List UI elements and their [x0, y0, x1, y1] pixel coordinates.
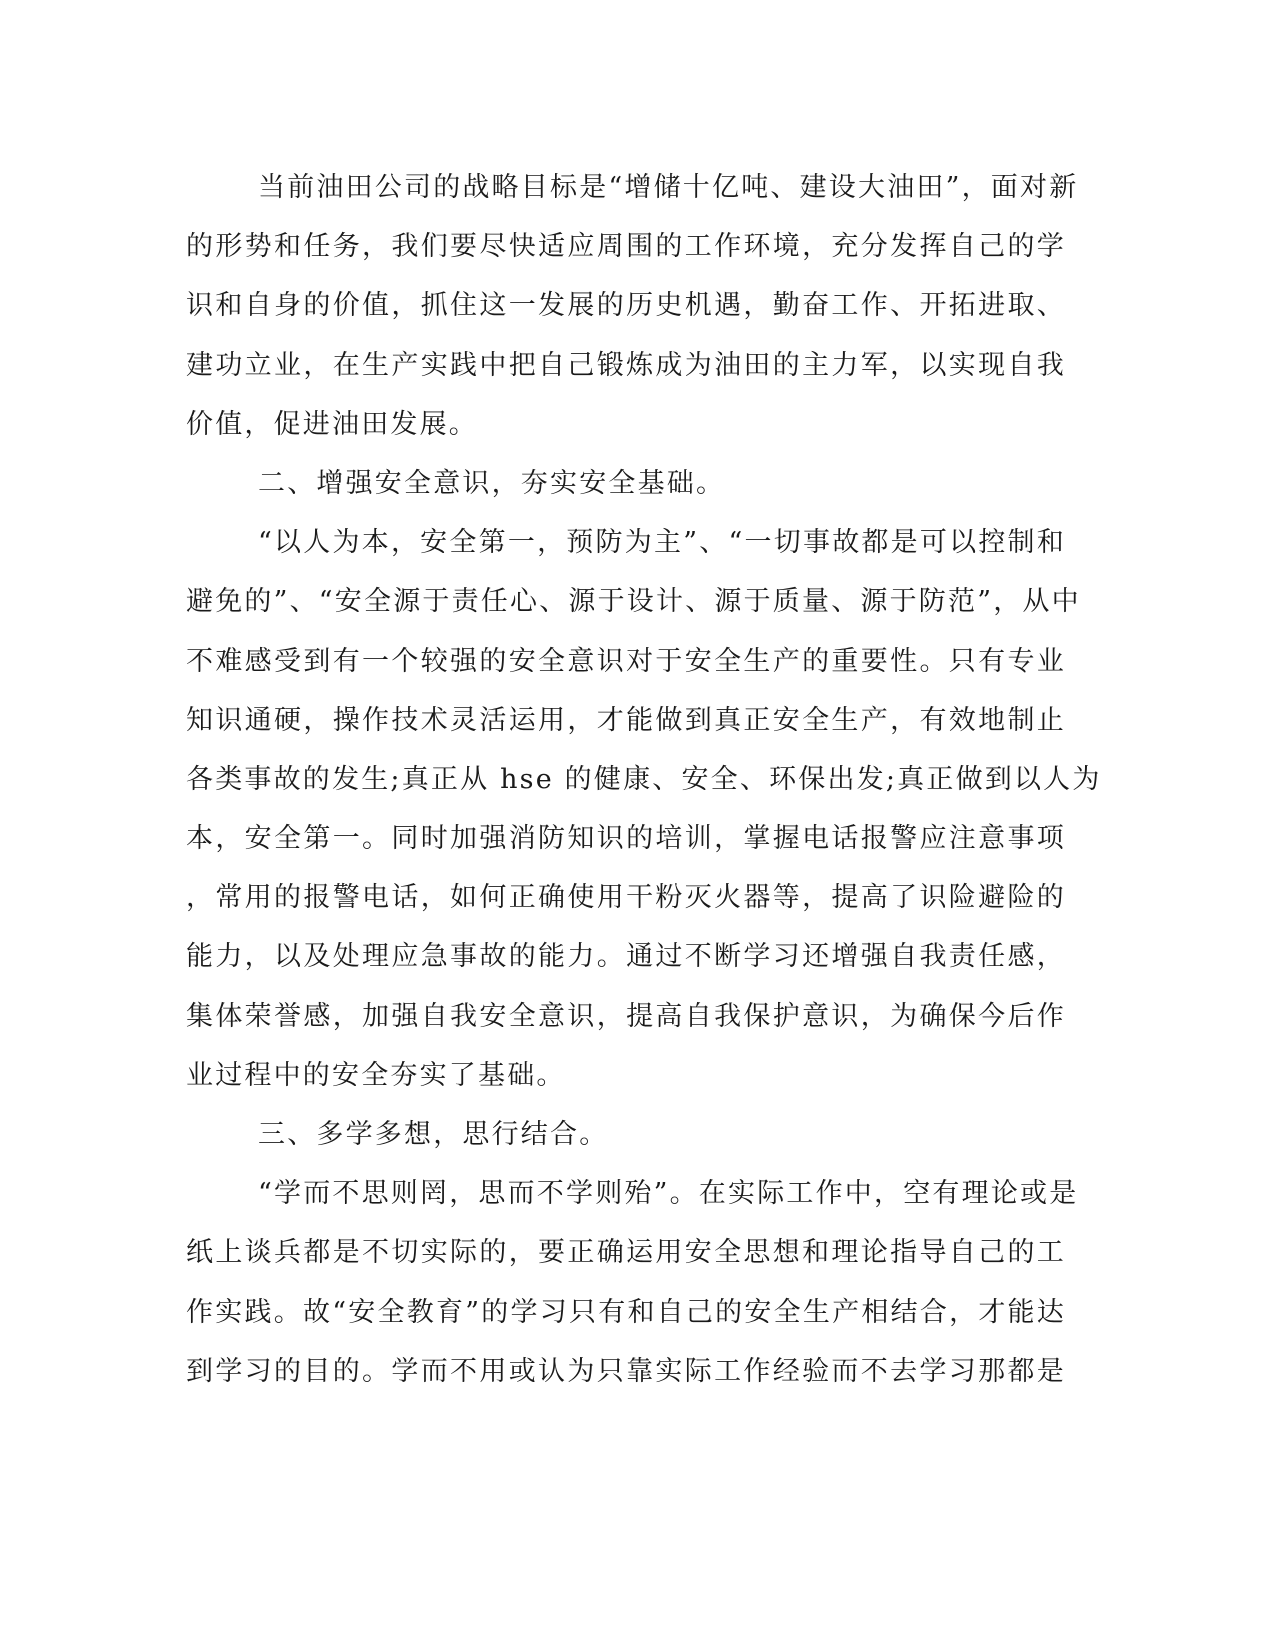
text-line: 各类事故的发生;真正从 hse 的健康、安全、环保出发;真正做到以人为: [186, 763, 1102, 795]
text-line: 业过程中的安全夯实了基础。: [186, 1059, 566, 1091]
text-line: ，常用的报警电话，如何正确使用干粉灭火器等，提高了识险避险的: [186, 882, 1066, 914]
text-line: “以人为本，安全第一，预防为主”、“一切事故都是可以控制和: [258, 527, 1066, 559]
text-line: 作实践。故“安全教育”的学习只有和自己的安全生产相结合，才能达: [186, 1296, 1066, 1328]
text-line: 到学习的目的。学而不用或认为只靠实际工作经验而不去学习那都是: [186, 1355, 1066, 1387]
text-line: 知识通硬，操作技术灵活运用，才能做到真正安全生产，有效地制止: [186, 704, 1066, 736]
text-line: 建功立业，在生产实践中把自己锻炼成为油田的主力军，以实现自我: [186, 349, 1066, 381]
text-line: “学而不思则罔，思而不学则殆”。在实际工作中，空有理论或是: [258, 1178, 1079, 1210]
text-line: 避免的”、“安全源于责任心、源于设计、源于质量、源于防范”，从中: [186, 586, 1081, 618]
text-line: 本，安全第一。同时加强消防知识的培训，掌握电话报警应注意事项: [186, 823, 1066, 855]
body-text: [186, 158, 1102, 1401]
text-line: 集体荣誉感，加强自我安全意识，提高自我保护意识，为确保今后作: [186, 1000, 1066, 1032]
text-line: 三、多学多想，思行结合。: [258, 1119, 609, 1150]
text-line: 价值，促进油田发展。: [186, 408, 478, 440]
text-line: 能力，以及处理应急事故的能力。通过不断学习还增强自我责任感，: [186, 941, 1066, 973]
text-line: 当前油田公司的战略目标是“增储十亿吨、建设大油田”，面对新: [258, 172, 1079, 203]
text-line: 识和自身的价值，抓住这一发展的历史机遇，勤奋工作、开拓进取、: [186, 290, 1066, 322]
text-line: 二、增强安全意识，夯实安全基础。: [258, 467, 726, 499]
text-line: 的形势和任务，我们要尽快适应周围的工作环境，充分发挥自己的学: [186, 231, 1066, 263]
text-line: 不难感受到有一个较强的安全意识对于安全生产的重要性。只有专业: [186, 645, 1066, 677]
text-line: 纸上谈兵都是不切实际的，要正确运用安全思想和理论指导自己的工: [186, 1237, 1066, 1269]
